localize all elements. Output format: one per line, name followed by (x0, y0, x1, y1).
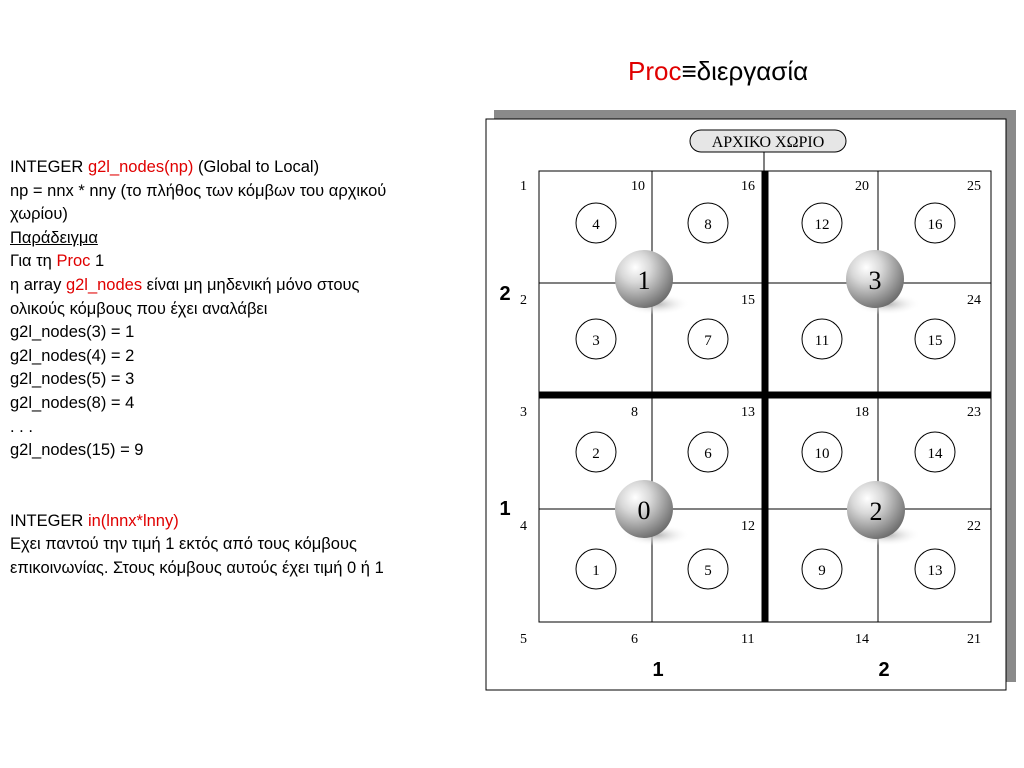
axis-y-label: 1 (499, 498, 511, 520)
svg-text:6: 6 (704, 446, 712, 462)
node-label: 16 (741, 179, 755, 194)
node-label: 1 (520, 179, 527, 194)
element-circle (576, 319, 616, 359)
svg-text:1: 1 (592, 563, 600, 579)
node-label: 24 (967, 293, 981, 308)
node-label: 15 (741, 293, 755, 308)
node-label: 23 (967, 405, 981, 420)
element-circle (802, 319, 842, 359)
element-circle (688, 432, 728, 472)
svg-text:16: 16 (927, 217, 943, 233)
svg-text:0: 0 (637, 496, 651, 525)
text-line-8: g2l_nodes(3) = 1 (10, 323, 135, 342)
node-label: 5 (520, 632, 527, 647)
node-label: 22 (967, 519, 981, 534)
node-label: 12 (741, 519, 755, 534)
svg-text:15: 15 (927, 333, 943, 349)
node-label: 11 (741, 632, 755, 647)
element-circle (915, 319, 955, 359)
svg-text:2: 2 (869, 497, 883, 526)
element-circle (576, 549, 616, 589)
title-proc: Proc (628, 56, 682, 86)
text-line-13: g2l_nodes(15) = 9 (10, 441, 144, 460)
text-line-16: επικοινωνίας. Στους κόμβους αυτούς έχει τιμή 0 ή 1 (10, 558, 384, 577)
svg-text:10: 10 (814, 446, 830, 462)
element-circle (576, 432, 616, 472)
node-label: 14 (855, 632, 869, 647)
text-line-9: g2l_nodes(4) = 2 (10, 346, 135, 365)
node-label: 20 (855, 179, 869, 194)
svg-text:8: 8 (704, 217, 712, 233)
text-global-to-local: (Global to Local) (193, 158, 320, 176)
svg-text:3: 3 (868, 266, 882, 295)
svg-text:5: 5 (704, 563, 712, 579)
node-label: 18 (855, 405, 869, 420)
text-line-11: g2l_nodes(8) = 4 (10, 393, 135, 412)
text-line-2: np = nnx * nny (το πλήθος των κόμβων του αρχικού (10, 181, 387, 200)
node-label: 6 (631, 632, 638, 647)
node-label: 8 (631, 405, 638, 420)
axis-x-label: 2 (878, 659, 890, 681)
domain-label: ΑΡΧΙΚΟ ΧΩΡΙΟ (711, 134, 825, 151)
element-circle (802, 203, 842, 243)
element-circle (915, 203, 955, 243)
text-line-6: η array g2l_nodes είναι μη μηδενική μόνο στους (10, 275, 360, 294)
text-line-7: ολικούς κόμβους που έχει αναλάβει (10, 299, 268, 318)
node-label: 25 (967, 179, 981, 194)
node-label: 13 (741, 405, 755, 420)
node-label: 2 (520, 293, 527, 308)
text-example-heading: Παράδειγμα (10, 228, 98, 247)
axis-x-label: 1 (652, 659, 664, 681)
text-line-10: g2l_nodes(5) = 3 (10, 370, 135, 389)
svg-text:14: 14 (927, 446, 943, 462)
text-line-15: Εχει παντού την τιμή 1 εκτός από τους κόμβους (10, 535, 357, 554)
svg-text:13: 13 (927, 563, 943, 579)
element-circle (802, 549, 842, 589)
title-rest: ≡διεργασία (681, 56, 809, 86)
svg-text:12: 12 (814, 217, 830, 233)
element-circle (688, 549, 728, 589)
node-label: 21 (967, 632, 981, 647)
text-line-3: χωρίου) (10, 205, 68, 224)
node-label: 10 (631, 179, 645, 194)
svg-text:4: 4 (592, 217, 600, 233)
svg-text:7: 7 (704, 333, 712, 349)
text-line-14: INTEGER in(lnnx*lnny) (10, 511, 179, 530)
axis-y-label: 2 (499, 283, 511, 305)
svg-text:9: 9 (818, 563, 826, 579)
element-circle (576, 203, 616, 243)
element-circle (915, 432, 955, 472)
svg-text:1: 1 (637, 266, 651, 295)
element-circle (915, 549, 955, 589)
element-circle (688, 203, 728, 243)
node-label: 3 (520, 405, 527, 420)
node-label: 4 (520, 519, 527, 534)
svg-text:2: 2 (592, 446, 600, 462)
element-circle (802, 432, 842, 472)
text-g2l-nodes-np: g2l_nodes(np) (87, 158, 194, 176)
text-line-12: . . . (10, 417, 33, 436)
svg-text:11: 11 (814, 333, 830, 349)
svg-text:3: 3 (592, 333, 600, 349)
text-integer: INTEGER (10, 158, 88, 176)
text-line-5: Για τη Proc 1 (10, 252, 105, 271)
element-circle (688, 319, 728, 359)
